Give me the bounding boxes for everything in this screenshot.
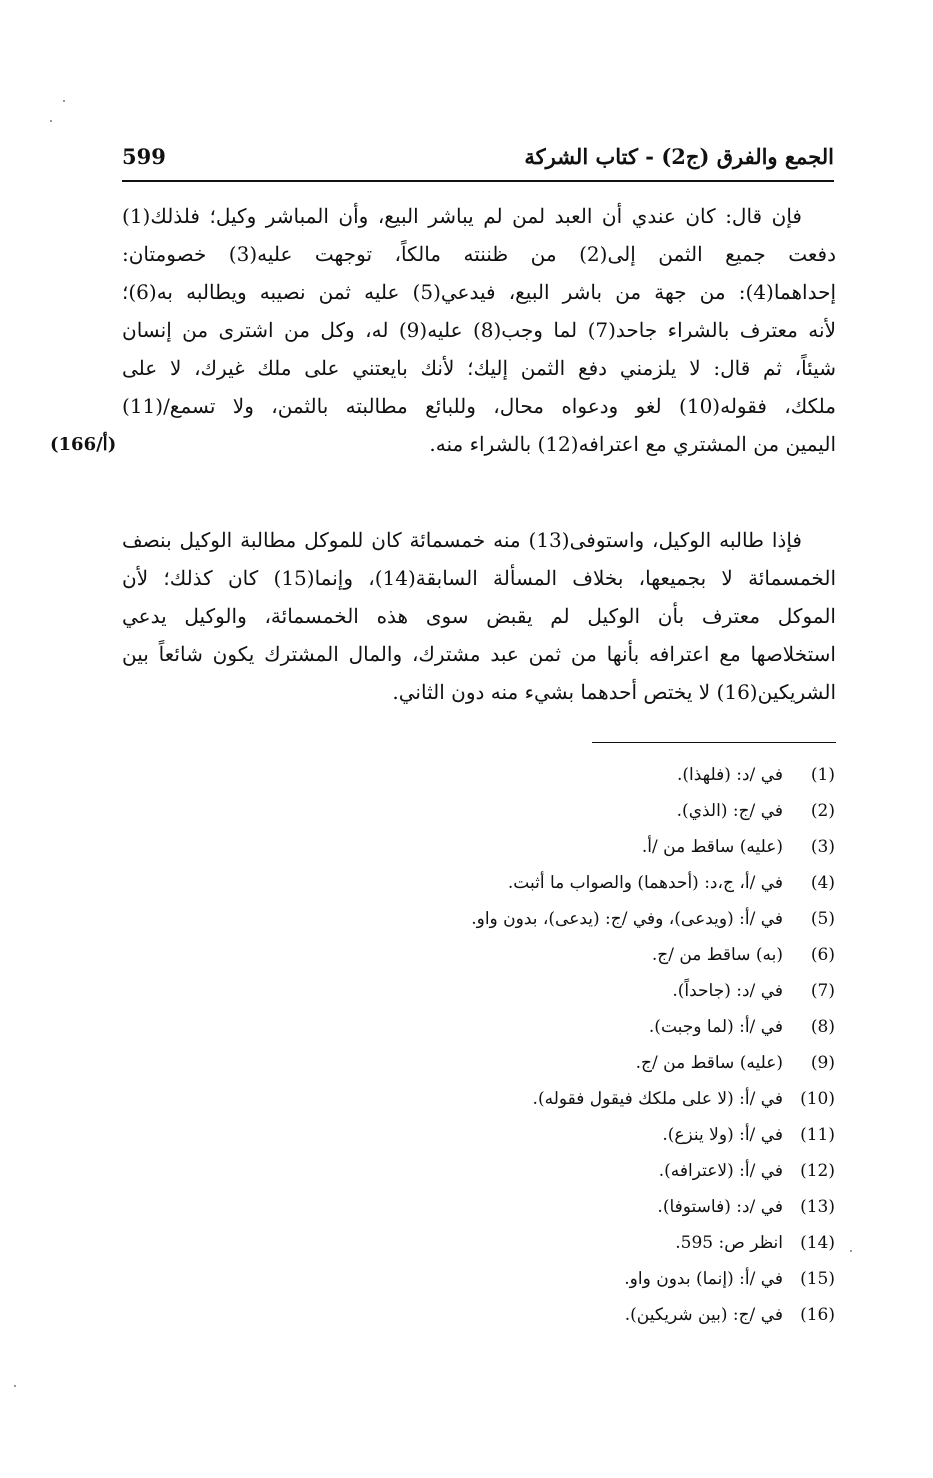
- footnote-text: في /ج: (الذي).: [676, 801, 783, 821]
- running-title: الجمع والفرق (ج2) - كتاب الشركة: [524, 144, 834, 169]
- footnote-text: في /أ: (لا على ملكك فيقول فقوله).: [532, 1089, 783, 1109]
- footnote: [471, 1297, 835, 1333]
- footnote: [471, 1117, 835, 1153]
- footnote-text: (به) ساقط من /ج.: [651, 945, 783, 965]
- footnote: [471, 865, 835, 901]
- footnote-number: (6): [810, 945, 835, 965]
- footnote: [471, 1153, 835, 1189]
- footnote-text: في /أ: (لاعترافه).: [658, 1161, 783, 1181]
- footnote: [471, 1261, 835, 1297]
- footnote-text: في /أ: (إنما) بدون واو.: [624, 1269, 783, 1289]
- text-line: دفعت جميع الثمن إلى(2) من ظننته مالكاً، توجهت عليه(3) خصومتان:: [122, 242, 837, 266]
- footnote-number: (14): [800, 1233, 835, 1253]
- footnotes: [471, 757, 835, 1333]
- footnote: [471, 757, 835, 793]
- margin-folio-note: (166/أ): [50, 434, 117, 455]
- footnote-text: (عليه) ساقط من /أ.: [641, 837, 783, 857]
- footnote-number: (8): [810, 1017, 835, 1037]
- page-number: 599: [122, 144, 166, 169]
- footnote: [471, 1045, 835, 1081]
- footnote-separator: [592, 742, 836, 743]
- footnote-text: في /د: (فاستوفا).: [657, 1197, 783, 1217]
- text-line: شيئاً، ثم قال: لا يلزمني دفع الثمن إليك؛ لأنك بايعتني على ملك غيرك، لا على: [122, 356, 836, 380]
- footnote-number: (9): [810, 1053, 835, 1073]
- footnote-text: في /ج: (بين شريكين).: [624, 1305, 783, 1325]
- footnote-text: في /أ: (ويدعى)، وفي /ج: (يدعى)، بدون واو.: [471, 909, 783, 929]
- page-header: [122, 140, 834, 182]
- footnote-text: في /د: (فلهذا).: [676, 765, 783, 785]
- footnote: [471, 973, 835, 1009]
- text-line: الموكل معترف بأن الوكيل لم يقبض سوى هذه الخمسمائة، والوكيل يدعي: [122, 604, 836, 628]
- footnote: [471, 1009, 835, 1045]
- footnote-text: في /أ، ج،د: (أحدهما) والصواب ما أثبت.: [507, 873, 783, 893]
- paragraph-1: [122, 197, 836, 463]
- speck: [850, 1250, 852, 1252]
- footnote-number: (3): [810, 837, 835, 857]
- text-line: فإذا طالبه الوكيل، واستوفى(13) منه خمسمائة كان للموكل مطالبة الوكيل بنصف: [122, 528, 802, 552]
- footnote: [471, 1189, 835, 1225]
- footnote-number: (4): [810, 873, 835, 893]
- speck: [14, 1385, 16, 1387]
- speck: [63, 100, 65, 102]
- text-line: اليمين من المشتري مع اعترافه(12) بالشراء منه.: [429, 432, 836, 456]
- footnote-number: (11): [800, 1125, 835, 1145]
- text-line: استخلاصها مع اعترافه بأنها من ثمن عبد مشترك، والمال المشترك يكون شائعاً بين: [122, 642, 836, 666]
- footnote-text: في /أ: (ولا ينزع).: [662, 1125, 783, 1145]
- footnote-text: في /أ: (لما وجبت).: [648, 1017, 783, 1037]
- footnote: [471, 1081, 835, 1117]
- footnote-number: (15): [800, 1269, 835, 1289]
- footnote-number: (7): [810, 981, 835, 1001]
- footnote-number: (16): [800, 1305, 835, 1325]
- footnote-text: انظر ص: 595.: [675, 1233, 783, 1253]
- footnote-number: (1): [810, 765, 835, 785]
- footnote: [471, 937, 835, 973]
- text-line: الخمسمائة لا بجميعها، بخلاف المسألة السابقة(14)، وإنما(15) كان كذلك؛ لأن: [122, 566, 836, 590]
- text-line: الشريكين(16) لا يختص أحدهما بشيء منه دون الثاني.: [392, 680, 836, 704]
- footnote-text: (عليه) ساقط من /ج.: [635, 1053, 783, 1073]
- footnote-number: (10): [800, 1089, 835, 1109]
- footnote: [471, 829, 835, 865]
- footnote-number: (12): [800, 1161, 835, 1181]
- speck: [50, 120, 52, 122]
- footnote: [471, 901, 835, 937]
- paragraph-2: [122, 521, 836, 711]
- footnote: [471, 1225, 835, 1261]
- text-line: ملكك، فقوله(10) لغو ودعواه محال، وللبائع مطالبته بالثمن، ولا تسمع/(11): [122, 394, 836, 418]
- footnote-number: (5): [810, 909, 835, 929]
- footnote: [471, 793, 835, 829]
- text-line: لأنه معترف بالشراء جاحد(7) لما وجب(8) عليه(9) له، وكل من اشترى من إنسان: [122, 318, 836, 342]
- text-line: إحداهما(4): من جهة من باشر البيع، فيدعي(5) عليه ثمن نصيبه ويطالبه به(6)؛: [122, 280, 836, 304]
- text-line: فإن قال: كان عندي أن العبد لمن لم يباشر البيع، وأن المباشر وكيل؛ فلذلك(1): [122, 204, 802, 228]
- footnote-text: في /د: (جاحداً).: [672, 981, 783, 1001]
- footnote-number: (2): [810, 801, 835, 821]
- footnote-number: (13): [800, 1197, 835, 1217]
